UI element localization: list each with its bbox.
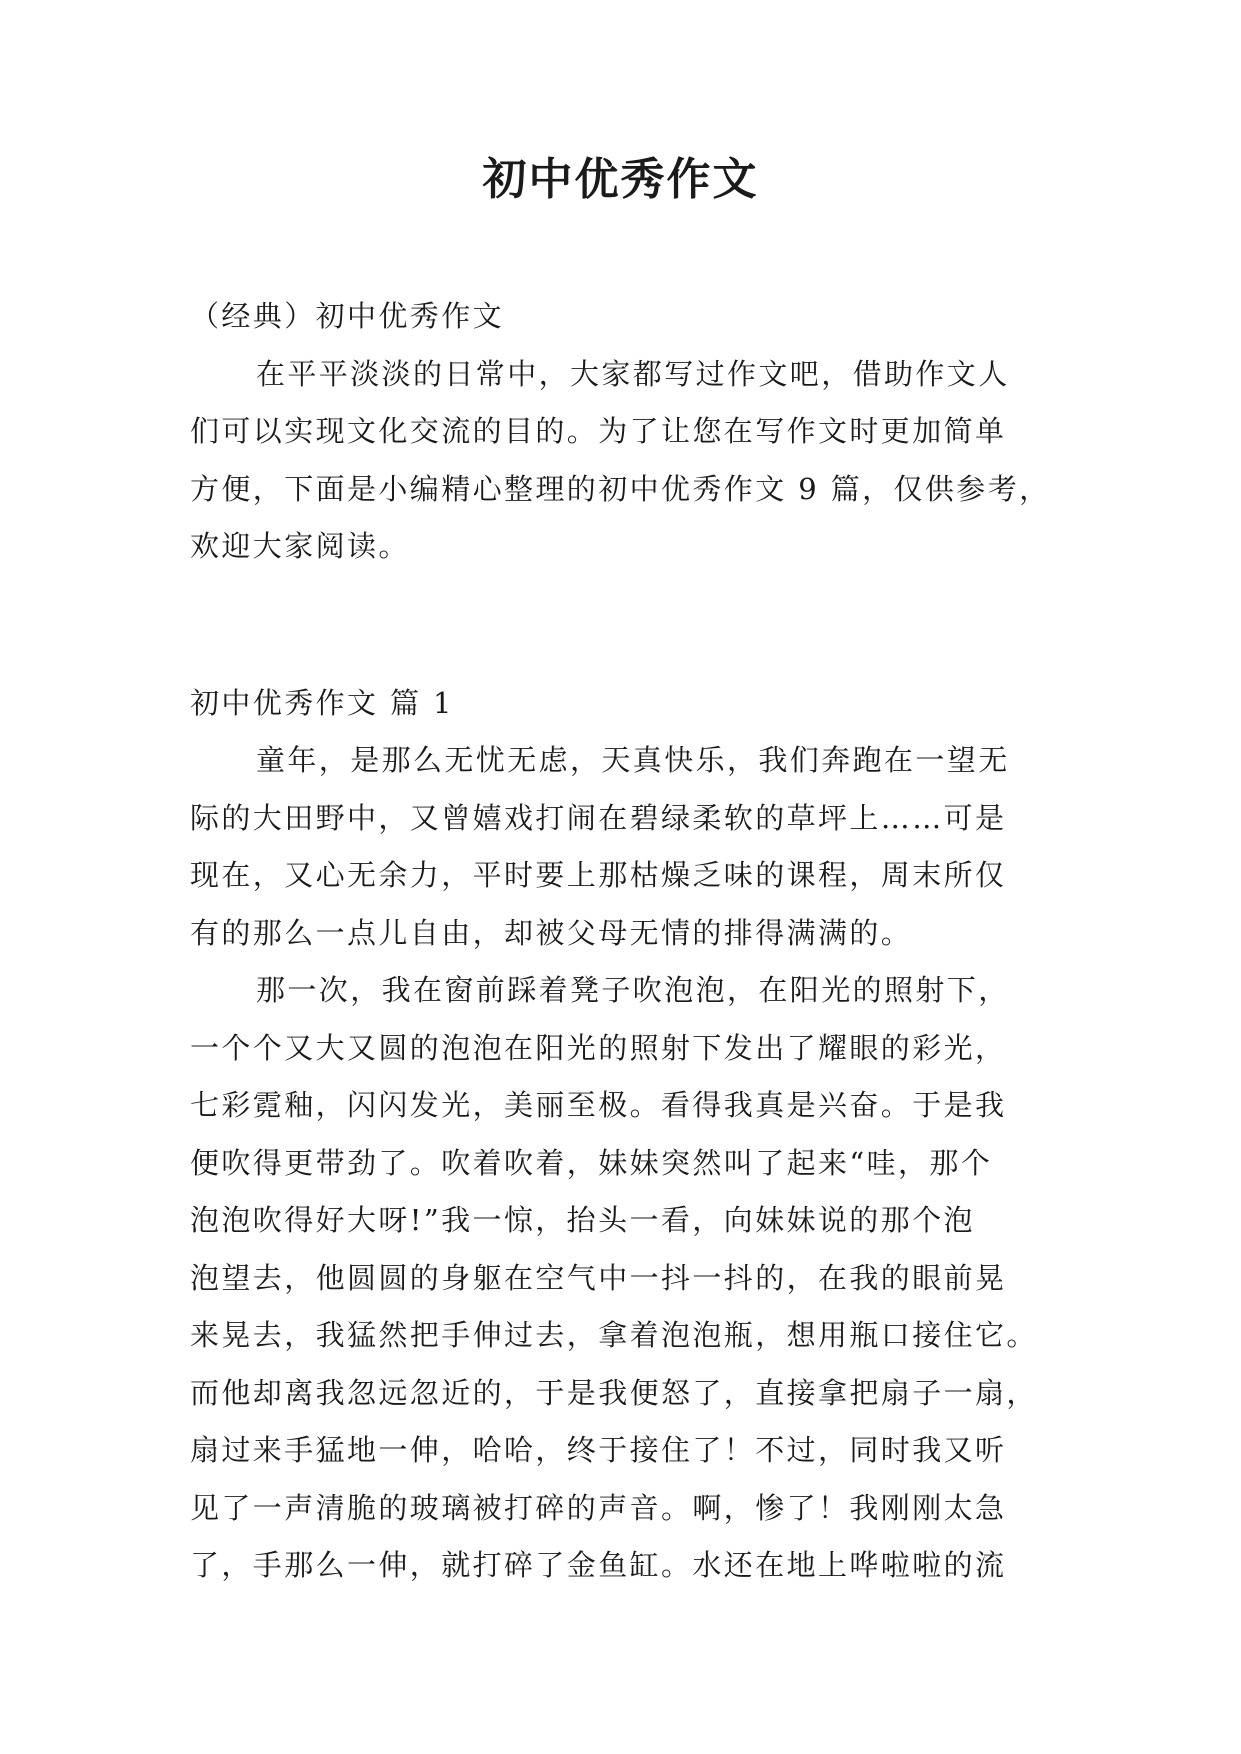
paragraph-line: 而他却离我忽远忽近的，于是我便怒了，直接拿把扇子一扇， (190, 1375, 1038, 1410)
section-spacer (190, 576, 1052, 675)
intro-paragraph (190, 346, 1052, 576)
section-heading: 初中优秀作文 篇 1 (190, 685, 454, 720)
paragraph-line: 泡望去，他圆圆的身躯在空气中一抖一抖的，在我的眼前晃 (190, 1260, 1007, 1295)
paragraph-line: 泡泡吹得好大呀!”我一惊，抬头一看，向妹妹说的那个泡 (190, 1203, 975, 1237)
paragraph-line: 现在，又心无余力，平时要上那枯燥乏味的课程，周末所仅 (190, 858, 1007, 892)
paragraph-line: 一个个又大又圆的泡泡在阳光的照射下发出了耀眼的彩光， (190, 1030, 1007, 1065)
paragraph-1 (190, 732, 1052, 962)
paragraph-line: 际的大田野中，又曾嬉戏打闹在碧绿柔软的草坪上……可是 (190, 800, 1007, 835)
paragraph-2 (190, 962, 1052, 1595)
paragraph-line: 见了一声清脆的玻璃被打碎的声音。啊，惨了！我刚刚太急 (190, 1490, 1007, 1525)
paragraph-line: 有的那么一点儿自由，却被父母无情的排得满满的。 (190, 915, 913, 950)
intro-line: 欢迎大家阅读。 (190, 529, 410, 563)
paragraph-line: 来晃去，我猛然把手伸过去，拿着泡泡瓶，想用瓶口接住它。 (190, 1318, 1038, 1352)
paragraph-line: 那一次，我在窗前踩着凳子吹泡泡，在阳光的照射下， (256, 973, 1010, 1007)
paragraph-line: 便吹得更带劲了。吹着吹着，妹妹突然叫了起来“哇，那个 (190, 1145, 993, 1180)
paragraph-line: 童年，是那么无忧无虑，天真快乐，我们奔跑在一望无 (256, 743, 1010, 777)
paragraph-line: 扇过来手猛地一伸，哈哈，终于接住了！不过，同时我又听 (190, 1433, 1007, 1467)
paragraph-line: 了，手那么一伸，就打碎了金鱼缸。水还在地上哗啦啦的流 (190, 1548, 1007, 1582)
page-title: 初中优秀作文 (482, 154, 759, 205)
paragraph-line: 七彩霓釉，闪闪发光，美丽至极。看得我真是兴奋。于是我 (190, 1088, 1007, 1122)
intro-line: 方便，下面是小编精心整理的初中优秀作文 9 篇，仅供参考， (190, 471, 1051, 506)
document-subtitle: （经典）初中优秀作文 (190, 299, 505, 333)
document-body (190, 288, 1052, 1595)
intro-line: 在平平淡淡的日常中，大家都写过作文吧，借助作文人 (256, 356, 1010, 391)
intro-line: 们可以实现文化交流的目的。为了让您在写作文时更加简单 (190, 414, 1007, 448)
